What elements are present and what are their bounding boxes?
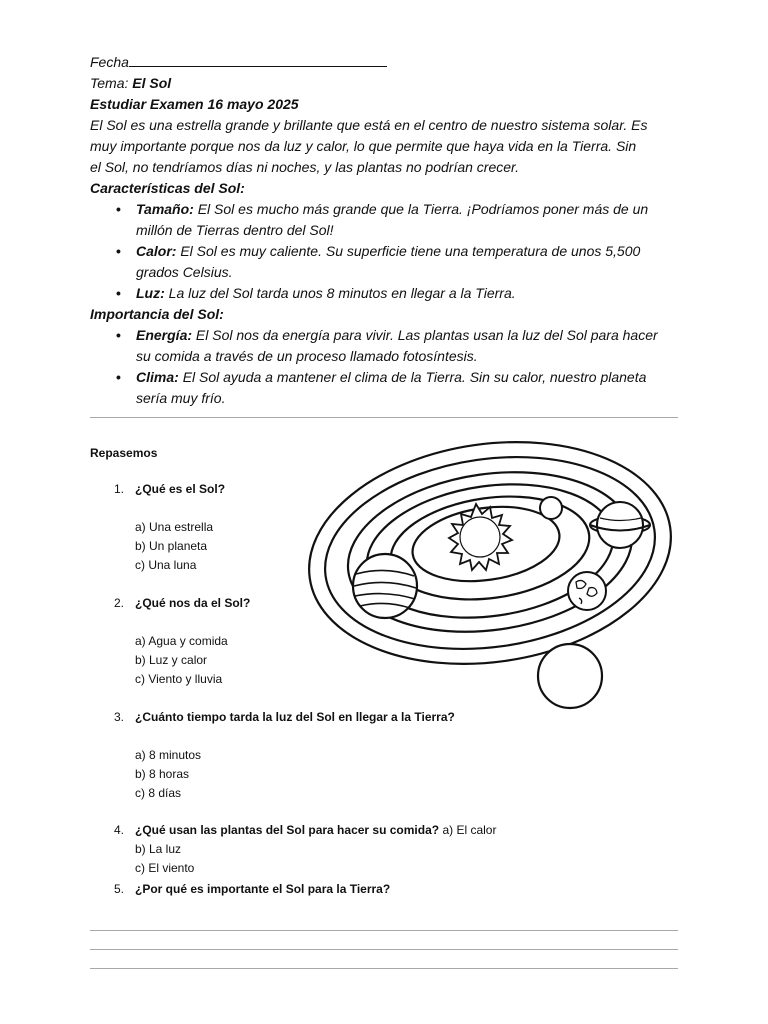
answer-line <box>90 930 678 931</box>
feature-term: Luz: <box>136 285 165 301</box>
large-planet-icon <box>538 644 602 708</box>
answer-option: b) Un planeta <box>135 539 208 553</box>
question-number: 2. <box>114 596 125 610</box>
feature-text: La luz del Sol tarda unos 8 minutos en llegar a la Tierra. <box>168 285 516 301</box>
worksheet-header <box>90 52 680 409</box>
intro-line-1: El Sol es una estrella grande y brillante que está en el centro de nuestro sistema solar. Es <box>90 117 648 133</box>
tema-label: Tema: <box>90 75 129 91</box>
answer-option: c) El viento <box>135 861 195 875</box>
feature-text: El Sol ayuda a mantener el clima de la Tierra. Sin su calor, nuestro planeta <box>182 369 647 385</box>
answer-option: a) 8 minutos <box>135 748 202 762</box>
fecha-blank <box>129 52 387 67</box>
tema-line <box>90 73 680 94</box>
feature-text: grados Celsius. <box>136 264 233 280</box>
question-text: ¿Por qué es importante el Sol para la Tierra? <box>135 882 391 896</box>
bullet: • <box>116 285 121 301</box>
answer-option: a) Agua y comida <box>135 634 228 648</box>
answer-line <box>90 949 678 950</box>
feature-text: su comida a través de un proceso llamado fotosíntesis. <box>136 348 478 364</box>
feature-luz <box>116 283 680 304</box>
importancia-list <box>90 325 680 409</box>
question-text-main: ¿Qué usan las plantas del Sol para hacer su comida? <box>135 823 440 837</box>
importancia-heading: Importancia del Sol: <box>90 306 224 322</box>
question-text: ¿Cuánto tiempo tarda la luz del Sol en llegar a la Tierra? <box>135 710 455 724</box>
feature-text: El Sol es muy caliente. Su superficie tiene una temperatura de unos 5,500 <box>180 243 641 259</box>
intro-line-3: el Sol, no tendríamos días ni noches, y las plantas no podrían crecer. <box>90 159 520 175</box>
feature-energia <box>116 325 680 367</box>
feature-clima <box>116 367 680 409</box>
feature-term: Clima: <box>136 369 179 385</box>
answer-option: c) 8 días <box>135 786 182 800</box>
question-number: 4. <box>114 823 125 837</box>
question-number: 5. <box>114 882 125 896</box>
solar-system-illustration <box>300 436 690 736</box>
bullet: • <box>116 369 121 385</box>
answer-option: b) 8 horas <box>135 767 190 781</box>
feature-text: El Sol nos da energía para vivir. Las plantas usan la luz del Sol para hacer <box>195 327 658 343</box>
answer-option: a) El calor <box>442 823 497 837</box>
feature-term: Energía: <box>136 327 193 343</box>
question-number: 1. <box>114 482 125 496</box>
question-number: 3. <box>114 710 125 724</box>
quiz-heading: Repasemos <box>90 446 158 460</box>
answer-line <box>90 968 678 969</box>
section-divider <box>90 417 678 418</box>
question-text <box>135 821 496 840</box>
striped-planet-icon <box>353 554 417 618</box>
tema-value: El Sol <box>132 75 172 91</box>
bullet: • <box>116 243 121 259</box>
feature-term: Tamaño: <box>136 201 194 217</box>
answer-option: b) La luz <box>135 842 182 856</box>
answer-option: b) Luz y calor <box>135 653 208 667</box>
bullet: • <box>116 327 121 343</box>
feature-calor <box>116 241 680 283</box>
earth-icon <box>568 572 606 610</box>
answer-option: c) Una luna <box>135 558 197 572</box>
feature-text: El Sol es mucho más grande que la Tierra. ¡Podríamos poner más de un <box>197 201 649 217</box>
question-text: ¿Qué nos da el Sol? <box>135 596 251 610</box>
exam-title: Estudiar Examen 16 mayo 2025 <box>90 96 299 112</box>
small-planet-icon <box>540 497 562 519</box>
question-text: ¿Qué es el Sol? <box>135 482 226 496</box>
answer-option: a) Una estrella <box>135 520 214 534</box>
feature-term: Calor: <box>136 243 177 259</box>
intro-line-2: muy importante porque nos da luz y calor, lo que permite que haya vida en la Tierra. Sin <box>90 138 637 154</box>
feature-text: millón de Tierras dentro del Sol! <box>136 222 334 238</box>
bullet: • <box>116 201 121 217</box>
feature-text: sería muy frío. <box>136 390 226 406</box>
caracteristicas-list <box>90 199 680 304</box>
answer-option: c) Viento y lluvia <box>135 672 223 686</box>
feature-tamano <box>116 199 680 241</box>
fecha-line <box>90 52 680 73</box>
fecha-label: Fecha <box>90 54 129 70</box>
caracteristicas-heading: Características del Sol: <box>90 180 245 196</box>
